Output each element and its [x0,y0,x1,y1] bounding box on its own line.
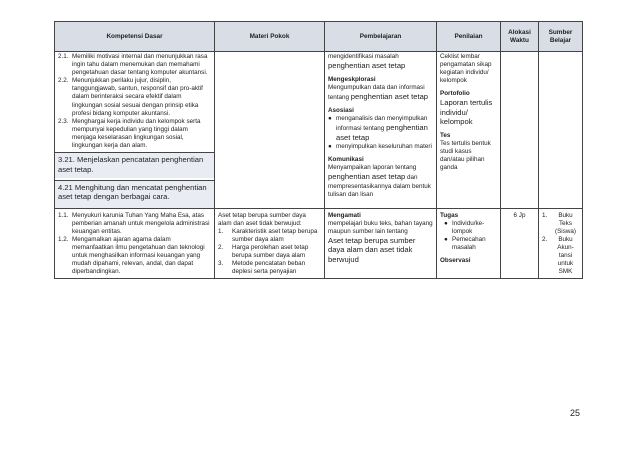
bullet-icon: ● [328,114,332,122]
sumber-cell [539,52,583,209]
page-number: 25 [569,408,580,418]
pemb-line: Menyampaikan laporan tentang [328,164,417,172]
bullet-icon: ● [444,236,448,244]
kd-list [58,53,211,150]
list-item: 3. Metode pencatatan beban deplesi serta penyajian [218,260,306,276]
list-item: ● Individu/ke-lompok [444,219,485,235]
list-item: 1.1. Menyukuri karunia Tuhan Yang Maha Esa, atas pemberian amanah untuk mengelola administrasi keuangan entitas. [58,211,210,235]
pemb-line: Aset tetap berupa sumber daya alam dan aset tidak berwujud [328,236,416,264]
header-sumber-belajar: Sumber Belajar [539,22,583,52]
header-pembelajaran: Pembelajaran [325,22,437,52]
bullet-icon: ● [328,143,332,151]
header-row [55,22,583,52]
observasi-title: Observasi [440,257,471,265]
tugas-title: Tugas [440,211,459,219]
kd-4-21: 4.21 Menghitung dan mencatat penghentian aset tetap dengan berbagai cara. [55,180,214,208]
pemb-line: penghentian aset tetap [350,91,429,101]
list-item: 1.2. Mengamalkan ajaran agama dalam memanfaatkan ilmu pengetahuan dan teknologi untuk menghasilkan informasi keuangan yang mudah dipahami, relevan, andal, dan dapat diperbandingkan. [58,236,205,276]
header-materi-pokok: Materi Pokok [215,22,325,52]
penilaian-text: kelompok [440,117,473,127]
pemb-line: penghentian aset tetap [328,172,406,182]
list-item: 2.3. Menghargai kerja individu dan kelompok serta mempunyai kepedulian yang tinggi dalam menjaga keselarasan lingkungan sosial, lingkungan kerja dan alam. [58,117,201,150]
kd-list [58,212,211,277]
kd-3-21: 3.21. Menjelaskan pencatatan penghentian aset tetap. [55,152,214,178]
alokasi-cell [501,52,539,209]
header-kompetensi-dasar: Kompetensi Dasar [55,22,215,52]
list-item: 1. Buku Teks (Siswa) [542,211,576,235]
asosiasi-title: Asosiasi [328,106,354,114]
penilaian-text: Tes tertulis bentuk studi kasus dan/atau pilihan ganda [440,139,491,172]
pemb-line: tentang [328,93,350,101]
eksplorasi-title: Mengeskplorasi [328,75,376,83]
materi-cell [215,52,325,209]
sumber-list [542,212,579,277]
pemb-line: Mengumpulkan data dan informasi [328,83,425,91]
penilaian-text: Ceklist lembar pengamatan sikap kegiatan individu/ kelompok [440,53,492,85]
penilaian-text: Laporan tertulis individu/ [440,98,493,117]
list-item: 2.2. Menunjukkan perilaku jujur, disiplin, tanggungjawab, santun, responsif dan pro-aktif dalam berinteraksi secara efektif dalam lingkungan sosial sesuai dengan prinsip etika profesi bidang komputer akuntansi. [58,77,203,117]
list-item: 2.1. Memiliki motivasi internal dan menunjukkan rasa ingin tahu dalam menemukan dan memahami pengetahuan dasar tentang komputer akuntansi. [58,53,208,77]
penilaian-cell [437,208,501,278]
list-item: 1. Karakteristik aset tetap berupa sumber daya alam [218,227,318,244]
materi-list [218,228,321,277]
mengamati-title: Mengamati [328,211,361,219]
list-item: ● menganalisis dan menyimpulkan informasi tentang penghentian aset tetap [328,114,428,143]
alokasi-cell: 6 Jp [501,208,539,278]
curriculum-table [54,21,583,279]
header-alokasi-waktu: Alokasi Waktu [501,22,539,52]
header-penilaian: Penilaian [437,22,501,52]
pembelajaran-cell [325,52,437,209]
pemb-line: mengidentifikasi masalah [328,53,399,60]
bullet-icon: ● [444,219,448,227]
portofolio-title: Portofolio [440,90,470,98]
materi-intro: Aset tetap berupa sumber daya alam dan aset tidak berwujud: [218,211,306,227]
table-row [55,208,583,278]
kd-cell [55,208,215,278]
komunikasi-title: Komunikasi [328,156,364,164]
penilaian-cell [437,52,501,209]
materi-cell [215,208,325,278]
table-row [55,52,583,209]
tes-title: Tes [440,131,451,139]
pemb-line: dan mempresentasikannya dalam bentuk tulisan dan lisan [328,174,431,198]
list-item: 2. Buku Akun-tansi untuk SMK [542,236,574,276]
pembelajaran-cell [325,208,437,278]
list-item: 2. Harga perolehan aset tetap berupa sumber daya alam [218,244,309,260]
sumber-cell [539,208,583,278]
kd-cell [55,52,215,209]
list-item: ● menyimpulkan keseluruhan materi [328,143,432,151]
pemb-line: penghentian aset tetap [328,61,406,71]
pemb-line: mempelajari buku teks, bahan tayang maupun sumber lain tentang [328,219,433,235]
list-item: ● Pemecahan masalah [444,236,486,252]
